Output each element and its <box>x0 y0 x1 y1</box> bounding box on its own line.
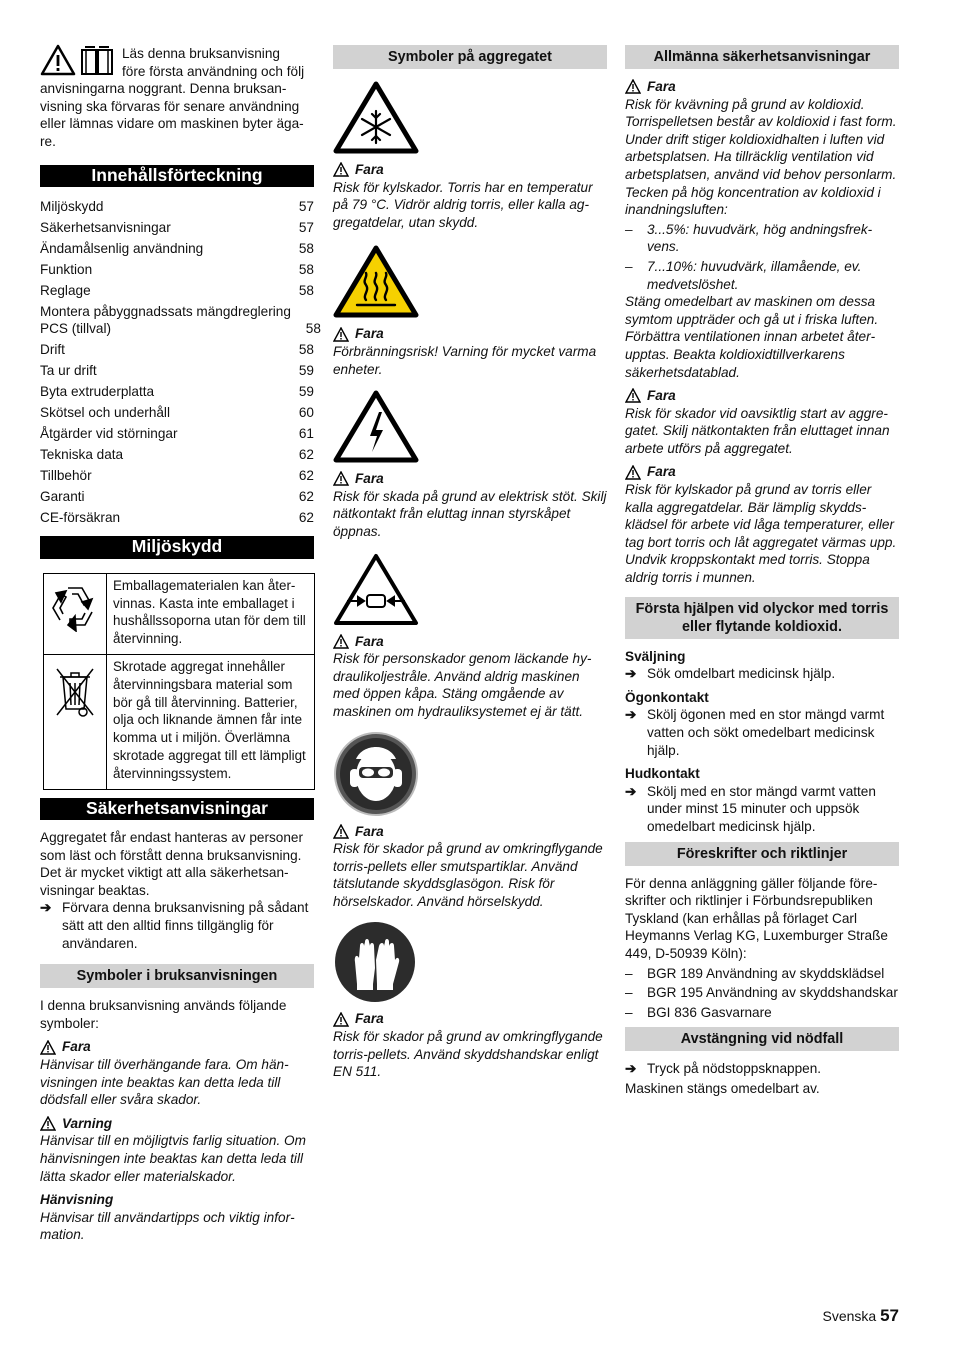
toc-item[interactable] <box>40 444 314 465</box>
toc-item-label: Miljöskydd <box>40 199 104 215</box>
env-packaging-text: Emballagematerialen kan återvinnas. Kasta inte emballaget i hushållssoporna utan för dem till återvinning. <box>107 573 315 654</box>
skin-label: Hudkontakt <box>625 766 700 782</box>
cold-warning-icon <box>333 81 607 155</box>
toc-item-label: Tekniska data <box>40 447 124 463</box>
safety-heading: Säkerhetsanvisningar <box>40 798 314 821</box>
intro-text: anvisningarna noggrant. Denna bruksanvisning ska förvaras för senare användning eller lämnas vidare om maskinen byter ägare. <box>40 81 304 149</box>
regs-item-text: BGI 836 Gasvarnare <box>647 1004 772 1020</box>
eye-item <box>625 706 899 759</box>
symbols-unit-heading: Symboler på aggregatet <box>333 45 607 69</box>
unit-fara-label: Fara <box>355 162 384 177</box>
symbols-manual-intro: I denna bruksanvisning används följande symboler: <box>40 998 287 1031</box>
toc-item-page: 59 <box>298 363 314 379</box>
footer-page-number: 57 <box>880 1306 899 1325</box>
warning-triangle-icon <box>625 465 641 480</box>
gloves-icon <box>333 920 607 1004</box>
toc-item[interactable] <box>40 507 314 528</box>
toc-item-page: 58 <box>298 283 314 299</box>
crush-hazard-icon <box>333 553 607 627</box>
arrow-icon: ➔ <box>625 783 637 799</box>
general-dash-item-1: – 3...5%: huvudvärk, hög andningsfrekvens. <box>625 221 899 256</box>
skin-item <box>625 783 899 836</box>
crossed-bin-icon <box>44 654 107 789</box>
warning-triangle-icon <box>333 162 349 177</box>
regs-text: För denna anläggning gäller följande föreskrifter och riktlinjer i Förbundsrepubliken Tyskland (kan erhållas på förlaget Carl Heymanns Verlag KG, Luxemburger Straße 449, D-50939 Köln): <box>625 875 888 961</box>
fara-text: Hänvisar till överhängande fara. Om hänvisningen inte beaktas kan detta leda till dödsfall eller svåra skador. <box>40 1057 289 1108</box>
toc-item-page: 62 <box>298 489 314 505</box>
toc-item-label: CE-försäkran <box>40 510 121 526</box>
regs-item-3: – BGI 836 Gasvarnare <box>625 1004 772 1020</box>
unit-fara-text: Risk för kylskador. Torris har en temperatur på 79 °C. Vidrör aldrig torris, eller kalla aggregatdelar, utan skydd. <box>333 179 593 230</box>
toc-item-page: 62 <box>298 447 314 463</box>
warning-triangle-icon <box>333 1012 349 1027</box>
intro-line-2: före första användning och följ <box>122 63 305 79</box>
toc-item-page: 62 <box>298 468 314 484</box>
firstaid-heading: Första hjälpen vid olyckor med torris eller flytande koldioxid. <box>625 597 899 639</box>
column-right <box>625 44 899 1098</box>
unit-fara-label: Fara <box>355 326 384 342</box>
arrow-icon: ➔ <box>40 900 52 916</box>
toc-item-page: 58 <box>298 342 314 358</box>
toc-item-label: Säkerhetsanvisningar <box>40 220 171 236</box>
warning-triangle-icon <box>333 634 349 649</box>
emergency-item <box>625 1060 899 1078</box>
regs-item-text: BGR 189 Användning av skyddsklädsel <box>647 965 885 981</box>
toc-item-label: Tillbehör <box>40 468 92 484</box>
general-fara-text-3: Risk för kylskador på grund av torris eller kalla aggregatdelar. Bär lämplig skyddsklädsel för arbete vid låga temperaturer, eller tag bort torris och låt aggregatet värmas upp. Undvik kroppskontakt med torris. Stoppa aldrig torris i munnen. <box>625 482 897 586</box>
fara-heading <box>40 1038 314 1056</box>
toc-item[interactable] <box>40 360 314 381</box>
varning-label: Varning <box>62 1115 113 1131</box>
varning-heading <box>40 1115 314 1133</box>
toc-list <box>40 196 321 528</box>
regs-item-2: – BGR 195 Användning av skyddshandskar <box>625 985 898 1001</box>
electric-shock-icon <box>333 390 607 464</box>
toc-item-page: 57 <box>298 199 314 215</box>
arrow-icon: ➔ <box>625 1061 637 1077</box>
warning-triangle-icon <box>40 44 76 76</box>
hanvisning-text: Hänvisar till användartipps och viktig information. <box>40 1209 295 1243</box>
warning-triangle-icon <box>40 1040 56 1055</box>
column-middle <box>333 44 607 1081</box>
safety-arrow-item <box>40 899 314 952</box>
symbols-manual-heading: Symboler i bruksanvisningen <box>40 964 314 988</box>
general-dash-item-2: – 7...10%: huvudvärk, illamående, ev. medvetslöshet. <box>625 258 899 293</box>
unit-fara-label: Fara <box>355 633 384 649</box>
unit-fara-label: Fara <box>355 471 384 487</box>
env-scrap-text: Skrotade aggregat innehåller återvinningsbara material som bör gå till återvinning. Batterier, olja och liknande ämnen får inte komma ut i miljön. Överlämna skrotade aggregat till ett lämpligt återvinningssystem. <box>107 654 315 789</box>
unit-fara-heading-1 <box>333 161 607 179</box>
env-row-scrap <box>44 654 315 789</box>
toc-item-page: 57 <box>298 220 314 236</box>
general-heading: Allmänna säkerhetsanvisningar <box>625 45 899 69</box>
footer-language: Svenska <box>822 1308 877 1324</box>
env-row-packaging <box>44 573 315 654</box>
toc-item[interactable] <box>40 238 314 259</box>
general-fara-label: Fara <box>647 388 676 404</box>
toc-item[interactable] <box>40 402 314 423</box>
toc-item[interactable] <box>40 301 321 339</box>
toc-item-label: Skötsel och underhåll <box>40 405 170 421</box>
recycle-icon <box>44 573 107 654</box>
unit-fara-heading-6 <box>333 1010 607 1028</box>
toc-item-page: 58 <box>298 241 314 257</box>
toc-item-page: 58 <box>298 262 314 278</box>
regs-heading: Föreskrifter och riktlinjer <box>625 842 899 866</box>
toc-item-page: 62 <box>298 510 314 526</box>
toc-item-page: 60 <box>298 405 314 421</box>
general-fara-text-1: Risk för kvävning på grund av koldioxid. Torrispelletsen består av koldioxid i fast form. Under drift stiger koldioxidhalten i luften vid arbetsplatsen. Ha tillräcklig ventilation vid arbetsplatsen, använd vid behov personlarm. Tecken på hög koncentration av koldioxid i inandningsluften: <box>625 96 897 218</box>
unit-fara-text: Risk för personskador genom läckande hydraulikoljestråle. Använd aldrig maskinen med öppen kåpa. Stäng omgående av maskinen om hydrauliksystemet ej är tätt. <box>333 651 592 719</box>
toc-item-label-line: Montera påbyggnadssats mängdreglering <box>40 304 291 320</box>
toc-item[interactable] <box>40 339 314 360</box>
toc-item[interactable] <box>40 465 314 486</box>
hot-surface-icon <box>333 245 607 319</box>
hanvisning-heading <box>40 1191 314 1209</box>
env-table <box>43 573 315 790</box>
toc-item-label <box>40 303 291 337</box>
warning-triangle-icon <box>625 79 641 94</box>
regs-item-1: – BGR 189 Användning av skyddsklädsel <box>625 965 885 981</box>
env-heading: Miljöskydd <box>40 536 314 559</box>
toc-heading: Innehållsförteckning <box>40 165 314 188</box>
unit-fara-label: Fara <box>355 1011 384 1027</box>
warning-triangle-icon <box>333 327 349 342</box>
toc-item-label-line: PCS (tillval) <box>40 321 111 337</box>
hanvisning-label: Hänvisning <box>40 1192 114 1208</box>
toc-item[interactable] <box>40 280 314 301</box>
warning-triangle-icon <box>625 388 641 403</box>
swallow-label: Sväljning <box>625 648 686 664</box>
emergency-text: Maskinen stängs omedelbart av. <box>625 1080 820 1096</box>
eye-label: Ögonkontakt <box>625 689 709 705</box>
read-manual-icon <box>79 44 115 76</box>
fara-label: Fara <box>62 1039 91 1055</box>
toc-item[interactable] <box>40 423 314 444</box>
unit-fara-text: Risk för skador på grund av omkringflygande torris-pellets. Använd skyddshandskar enligt EN 511. <box>333 1029 603 1080</box>
toc-item-label: Reglage <box>40 283 91 299</box>
page-footer <box>822 1307 899 1326</box>
toc-item-label: Garanti <box>40 489 85 505</box>
unit-fara-heading-5 <box>333 823 607 841</box>
emergency-arrow-text: Tryck på nödstoppsknappen. <box>647 1061 822 1077</box>
arrow-icon: ➔ <box>625 666 637 682</box>
varning-text: Hänvisar till en möjligtvis farlig situation. Om hänvisningen inte beaktas kan detta leda till lätta skador eller materialskador. <box>40 1133 306 1184</box>
intro-block <box>40 44 314 80</box>
general-fara-text-2: Risk för skador vid oavsiktlig start av aggregatet. Skilj nätkontakten från eluttaget innan arbete utförs på aggregatet. <box>625 405 890 456</box>
toc-item-label: Åtgärder vid störningar <box>40 426 178 442</box>
warning-triangle-icon <box>40 1116 56 1131</box>
intro-icons <box>40 44 116 80</box>
toc-item-page: 58 <box>305 321 321 337</box>
skin-text: Skölj med en stor mängd varmt vatten under minst 15 minuter och uppsök omedelbart medicinsk hjälp. <box>647 783 876 834</box>
unit-fara-heading-2 <box>333 325 607 343</box>
toc-item-label: Ta ur drift <box>40 363 97 379</box>
general-fara-label: Fara <box>647 464 676 480</box>
safety-text: Aggregatet får endast hanteras av personer som läst och förstått denna bruksanvisning. Det är mycket viktigt att alla säkerhetsanvisningar beaktas. <box>40 830 303 898</box>
swallow-item <box>625 665 899 683</box>
toc-item[interactable] <box>40 196 314 217</box>
toc-item-label: Ändamålsenlig användning <box>40 241 204 257</box>
goggles-earmuffs-icon <box>333 731 607 817</box>
dash-text: 7...10%: huvudvärk, illamående, ev. medvetslöshet. <box>647 258 862 292</box>
general-fara-heading-2 <box>625 387 899 405</box>
unit-fara-heading-3 <box>333 470 607 488</box>
unit-fara-label: Fara <box>355 823 384 839</box>
general-fara-heading-1 <box>625 78 899 96</box>
toc-item[interactable] <box>40 217 314 238</box>
warning-triangle-icon <box>333 824 349 839</box>
toc-item[interactable] <box>40 259 314 280</box>
unit-fara-heading-4 <box>333 633 607 651</box>
toc-item[interactable] <box>40 381 314 402</box>
arrow-icon: ➔ <box>625 707 637 723</box>
general-fara-label: Fara <box>647 79 676 94</box>
toc-item-page: 59 <box>298 384 314 400</box>
emergency-heading: Avstängning vid nödfall <box>625 1027 899 1051</box>
eye-text: Skölj ögonen med en stor mängd varmt vatten och sökt omedelbart medicinsk hjälp. <box>647 707 885 758</box>
toc-item-page: 61 <box>298 426 314 442</box>
toc-item-label: Drift <box>40 342 65 358</box>
swallow-text: Sök omdelbart medicinsk hjälp. <box>647 666 836 682</box>
toc-item-label: Funktion <box>40 262 93 278</box>
general-fara-heading-3 <box>625 463 899 481</box>
intro-line-1: Läs denna bruksanvisning <box>122 46 280 61</box>
regs-item-text: BGR 195 Användning av skyddshandskar <box>647 985 898 1001</box>
toc-item-label: Byta extruderplatta <box>40 384 155 400</box>
warning-triangle-icon <box>333 471 349 486</box>
safety-arrow-text: Förvara denna bruksanvisning på sådant sätt att den alltid finns tillgänglig för användaren. <box>62 900 309 951</box>
unit-fara-text: Risk för skador på grund av omkringflygande torris-pellets eller smutspartiklar. Använd tätslutande skyddsglasögon. Risk för hörselskador. Använd hörselskydd. <box>333 841 603 909</box>
unit-fara-text: Risk för skada på grund av elektrisk stöt. Skilj nätkontakt från eluttag innan styrskåpet öppnas. <box>333 488 607 539</box>
dash-text: 3...5%: huvudvärk, hög andningsfrekvens. <box>647 221 873 255</box>
general-fara-text-1b: Stäng omedelbart av maskinen om dessa symtom uppträder och gå ut i friska luften. Förbättra ventilationen innan arbetet återupptas. Beakta koldioxidtillverkarens säkerhetsdatablad. <box>625 294 879 380</box>
toc-item[interactable] <box>40 486 314 507</box>
column-left <box>40 44 321 1244</box>
unit-fara-text: Förbränningsrisk! Varning för mycket varma enheter. <box>333 343 597 377</box>
